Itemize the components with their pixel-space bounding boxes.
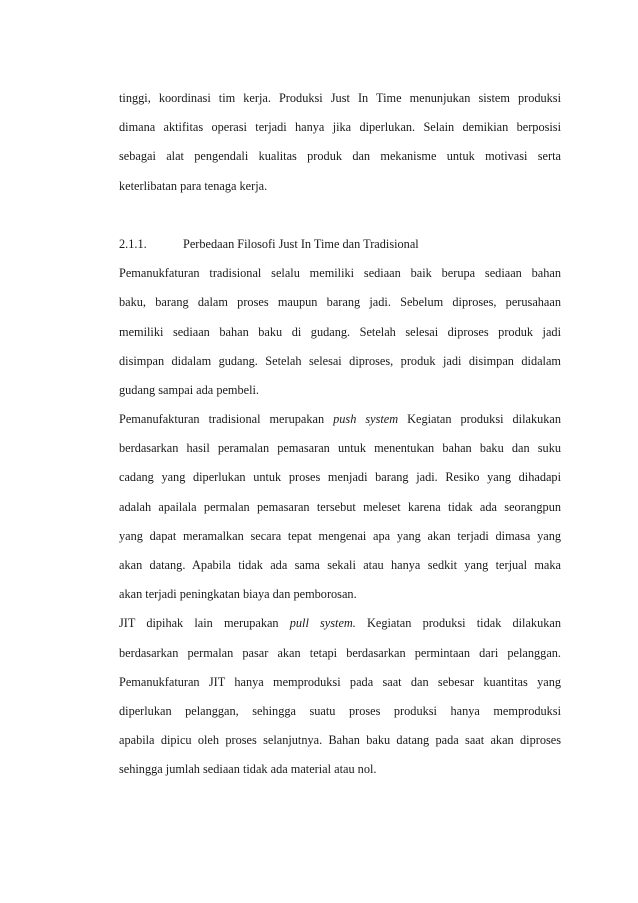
text-run: JIT dipihak lain merupakan [119, 616, 290, 631]
text-line: gudang sampai ada pembeli. [119, 382, 260, 397]
paragraph-spacer [119, 203, 561, 232]
text-line: adalah apailala permalan pemasaran tersebut meleset karena tidak ada seorangpun [119, 499, 561, 514]
text-line: Pemanukfaturan JIT hanya memproduksi pada saat dan sebesar kuantitas yang [119, 674, 561, 689]
section-title: Perbedaan Filosofi Just In Time dan Tradisional [183, 236, 419, 251]
paragraph-pull-system [119, 611, 561, 786]
paragraph-traditional-inventory [119, 261, 561, 407]
text-line: diperlukan pelanggan, sehingga suatu proses produksi hanya memproduksi [119, 703, 561, 718]
text-line: keterlibatan para tenaga kerja. [119, 178, 268, 193]
paragraph-push-system [119, 407, 561, 611]
text-line: baku, barang dalam proses maupun barang jadi. Sebelum diproses, perusahaan [119, 295, 561, 310]
text-line: apabila dipicu oleh proses selanjutnya. Bahan baku datang pada saat akan diproses [119, 733, 561, 748]
text-line [119, 407, 561, 436]
text-line: Pemanukfaturan tradisional selalu memiliki sediaan baik berupa sediaan bahan [119, 266, 561, 281]
text-line: dimana aktifitas operasi terjadi hanya jika diperlukan. Selain demikian berposisi [119, 120, 561, 135]
text-line: sebagai alat pengendali kualitas produk dan mekanisme untuk motivasi serta [119, 149, 561, 164]
italic-term: pull system. [289, 616, 356, 631]
text-line: akan datang. Apabila tidak ada sama sekali atau hanya sedkit yang terjual maka [119, 558, 561, 572]
text-run: Kegiatan produksi tidak dilakukan [355, 616, 561, 631]
text-line: akan terjadi peningkatan biaya dan pemborosan. [119, 587, 357, 602]
text-line: memiliki sediaan bahan baku di gudang. Setelah selesai diproses produk jadi [119, 324, 561, 339]
text-line: tinggi, koordinasi tim kerja. Produksi Just In Time menunjukan sistem produksi [119, 91, 561, 105]
italic-term: push system [333, 412, 399, 427]
text-line [119, 611, 561, 640]
paragraph-intro-continuation [119, 86, 561, 203]
text-line: berdasarkan hasil peramalan pemasaran untuk menentukan bahan baku dan suku [119, 441, 561, 456]
section-heading [119, 232, 561, 261]
text-line: sehingga jumlah sediaan tidak ada material atau nol. [119, 762, 377, 777]
text-line: yang dapat meramalkan secara tepat mengenai apa yang akan terjadi dimasa yang [119, 528, 561, 543]
document-body [119, 86, 561, 787]
text-line: disimpan didalam gudang. Setelah selesai diproses, produk jadi disimpan didalam [119, 353, 561, 368]
section-number: 2.1.1. [119, 236, 147, 251]
text-line: cadang yang diperlukan untuk proses menjadi barang jadi. Resiko yang dihadapi [119, 470, 561, 485]
text-run: Pemanufakturan tradisional merupakan [119, 412, 334, 427]
text-line: berdasarkan permalan pasar akan tetapi berdasarkan permintaan dari pelanggan. [119, 645, 561, 660]
text-run: Kegiatan produksi dilakukan [398, 412, 561, 427]
